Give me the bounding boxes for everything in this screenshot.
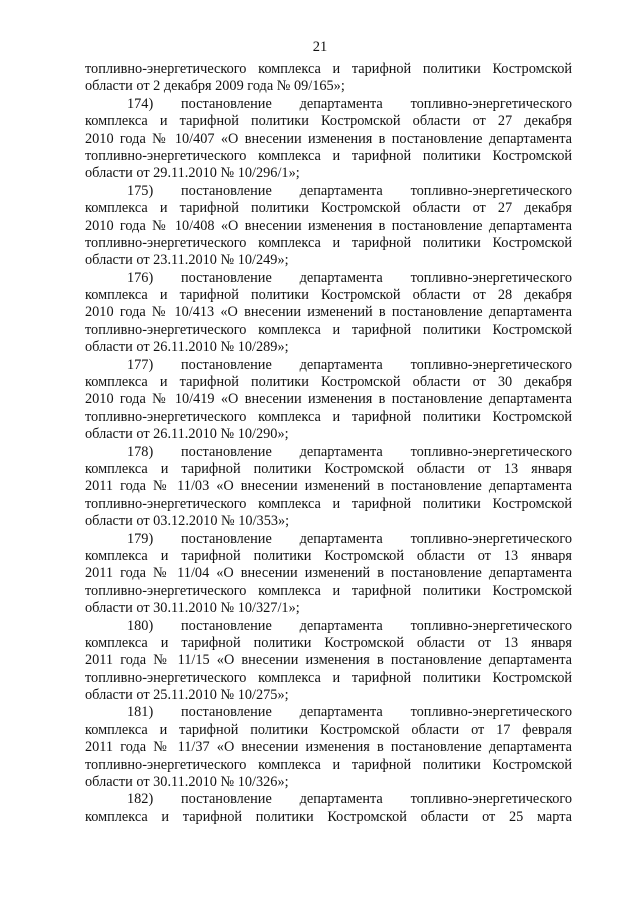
text-line: области от 30.11.2010 № 10/326»;	[85, 774, 289, 791]
text-line: области от 26.11.2010 № 10/290»;	[85, 426, 289, 443]
text-line: топливно-энергетического комплекса и тарифной политики Костромской	[85, 669, 572, 686]
text-line: топливно-энергетического комплекса и тарифной политики Костромской	[85, 756, 572, 773]
text-line: топливно-энергетического комплекса и тарифной политики Костромской	[85, 61, 572, 77]
text-line: 2011 года № 11/04 «О внесении изменений в постановление департамента	[85, 565, 572, 582]
list-item-start-line: 179) постановление департамента топливно-энергетического	[127, 530, 572, 547]
text-line: топливно-энергетического комплекса и тарифной политики Костромской	[85, 321, 572, 338]
text-line: комплекса и тарифной политики Костромской области от 13 января	[85, 460, 572, 477]
text-line: комплекса и тарифной политики Костромской области от 13 января	[85, 634, 572, 651]
list-item-start-line: 178) постановление департамента топливно-энергетического	[127, 443, 572, 460]
text-line: комплекса и тарифной политики Костромской области от 30 декабря	[85, 374, 572, 391]
text-line: области от 2 декабря 2009 года № 09/165»;	[85, 78, 345, 95]
page-number: 21	[312, 39, 328, 55]
text-line: комплекса и тарифной политики Костромской области от 13 января	[85, 547, 572, 564]
text-line: топливно-энергетического комплекса и тарифной политики Костромской	[85, 147, 572, 164]
list-item-start-line: 182) постановление департамента топливно-энергетического	[127, 791, 572, 808]
text-line: области от 23.11.2010 № 10/249»;	[85, 252, 289, 269]
text-line: комплекса и тарифной политики Костромской области от 28 декабря	[85, 287, 572, 304]
text-line: 2010 года № 10/419 «О внесении изменения в постановление департамента	[85, 391, 572, 408]
text-line: топливно-энергетического комплекса и тарифной политики Костромской	[85, 234, 572, 251]
document-body	[85, 61, 572, 826]
text-line: комплекса и тарифной политики Костромской области от 25 марта	[85, 808, 572, 825]
text-line: области от 25.11.2010 № 10/275»;	[85, 687, 289, 704]
list-item-start-line: 174) постановление департамента топливно-энергетического	[127, 95, 572, 112]
text-line: 2011 года № 11/15 «О внесении изменения в постановление департамента	[85, 652, 572, 669]
text-line: области от 29.11.2010 № 10/296/1»;	[85, 165, 300, 182]
text-line: комплекса и тарифной политики Костромской области от 17 февраля	[85, 721, 572, 738]
list-item-start-line: 177) постановление департамента топливно-энергетического	[127, 356, 572, 373]
text-line: области от 03.12.2010 № 10/353»;	[85, 513, 290, 530]
text-line: топливно-энергетического комплекса и тарифной политики Костромской	[85, 495, 572, 512]
text-line: 2010 года № 10/408 «О внесении изменения в постановление департамента	[85, 217, 572, 234]
text-line: 2011 года № 11/03 «О внесении изменений в постановление департамента	[85, 478, 572, 495]
text-line: топливно-энергетического комплекса и тарифной политики Костромской	[85, 582, 572, 599]
text-line: области от 30.11.2010 № 10/327/1»;	[85, 600, 300, 617]
list-item-start-line: 181) постановление департамента топливно-энергетического	[127, 704, 572, 721]
text-line: 2010 года № 10/413 «О внесении изменений в постановление департамента	[85, 304, 572, 321]
text-line: комплекса и тарифной политики Костромской области от 27 декабря	[85, 113, 572, 130]
text-line: области от 26.11.2010 № 10/289»;	[85, 339, 289, 356]
text-line: 2010 года № 10/407 «О внесении изменения в постановление департамента	[85, 130, 572, 147]
text-line: комплекса и тарифной политики Костромской области от 27 декабря	[85, 200, 572, 217]
text-line: топливно-энергетического комплекса и тарифной политики Костромской	[85, 408, 572, 425]
list-item-start-line: 175) постановление департамента топливно-энергетического	[127, 182, 572, 199]
text-line: 2011 года № 11/37 «О внесении изменения в постановление департамента	[85, 739, 572, 756]
list-item-start-line: 180) постановление департамента топливно-энергетического	[127, 617, 572, 634]
list-item-start-line: 176) постановление департамента топливно-энергетического	[127, 269, 572, 286]
